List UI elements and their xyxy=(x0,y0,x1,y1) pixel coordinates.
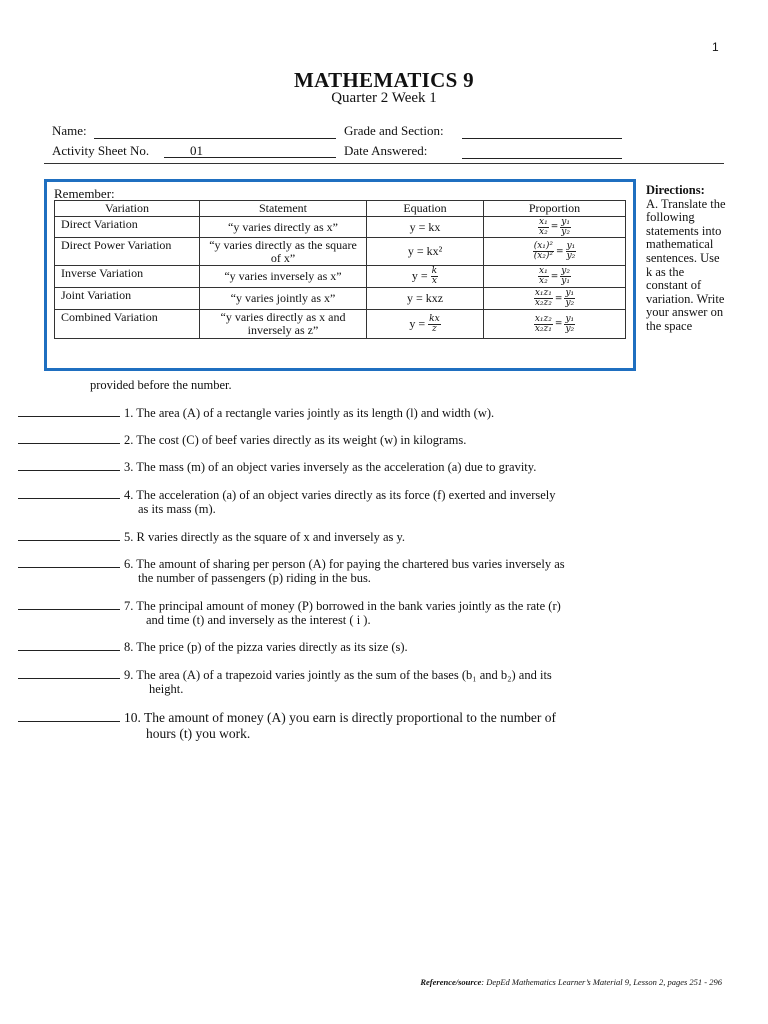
item-text: 10. The amount of money (A) you earn is directly proportional to the number of xyxy=(124,710,557,725)
item-text-continued: the number of passengers (p) riding in the bus. xyxy=(138,571,371,585)
list-item xyxy=(18,640,628,654)
equation-prefix: y = xyxy=(409,315,426,330)
item-text: 3. The mass (m) of an object varies inversely as the acceleration (a) due to gravity. xyxy=(124,460,537,474)
answer-blank[interactable] xyxy=(18,668,120,679)
item-text: 8. The price (p) of the pizza varies directly as its size (s). xyxy=(124,640,408,654)
list-item xyxy=(18,530,628,544)
page-subtitle: Quarter 2 Week 1 xyxy=(331,90,437,106)
answer-blank[interactable] xyxy=(18,460,120,471)
answer-blank[interactable] xyxy=(18,433,120,444)
equation-cell xyxy=(367,266,484,288)
item-text-continued: as its mass (m). xyxy=(138,502,216,516)
item-text: 2. The cost (C) of beef varies directly as its weight (w) in kilograms. xyxy=(124,433,467,447)
equation-cell: y = kx² xyxy=(367,238,484,266)
variation-cell: Joint Variation xyxy=(55,288,200,310)
statement-cell: “y varies directly as x” xyxy=(200,217,367,238)
frac-den: y₂ xyxy=(566,251,576,261)
proportion-cell xyxy=(484,288,626,310)
activity-sheet-value: 01 xyxy=(190,143,203,158)
list-item xyxy=(18,460,628,474)
activity-sheet-label: Activity Sheet No. xyxy=(52,143,150,158)
frac-den: y₂ xyxy=(561,226,570,237)
list-item xyxy=(18,557,628,585)
header-divider xyxy=(44,163,724,164)
grade-section-field[interactable] xyxy=(462,124,622,139)
frac-num: y₁ xyxy=(565,288,575,298)
equals-sign: = xyxy=(550,271,559,282)
frac-num: y₁ xyxy=(561,216,570,227)
equation-cell: y = kx xyxy=(367,217,484,238)
column-header: Variation xyxy=(55,201,200,217)
item-text-continued: and time (t) and inversely as the interest ( i ). xyxy=(146,613,371,627)
answer-blank[interactable] xyxy=(18,640,120,651)
frac-num: x₁z₁ xyxy=(534,288,552,298)
list-item xyxy=(18,710,628,742)
variation-cell: Inverse Variation xyxy=(55,266,200,288)
statement-cell: “y varies inversely as x” xyxy=(200,266,367,288)
directions-body: A. Translate the following statements into mathematical sentences. Use k as the constant of variation. Write your answer on the space xyxy=(646,196,726,333)
answer-blank[interactable] xyxy=(18,599,120,610)
equals-sign: = xyxy=(550,222,559,232)
remember-label: Remember: xyxy=(54,186,115,201)
column-header: Statement xyxy=(200,201,367,217)
table-row xyxy=(55,310,626,339)
frac-num: y₁ xyxy=(566,241,576,251)
proportion-cell xyxy=(484,217,626,238)
frac-den: (x₂)² xyxy=(533,251,554,261)
frac-num: y₂ xyxy=(561,266,570,276)
equals-sign: = xyxy=(554,319,563,329)
frac-den: x₂z₂ xyxy=(534,298,552,308)
date-answered-field[interactable] xyxy=(462,144,622,159)
frac-num: kx xyxy=(429,313,440,324)
name-label: Name: xyxy=(52,123,87,138)
statement-cell: “y varies directly as x and inversely as z” xyxy=(200,310,367,339)
proportion-cell xyxy=(484,238,626,266)
proportion-cell xyxy=(484,266,626,288)
reference-note xyxy=(420,977,722,987)
item-text-continued: hours (t) you work. xyxy=(146,726,251,741)
frac-den: x₂ xyxy=(539,226,548,237)
equation-prefix: y = xyxy=(411,268,428,283)
date-answered-label: Date Answered: xyxy=(344,143,428,158)
name-field[interactable] xyxy=(94,124,336,139)
frac-den: y₂ xyxy=(565,323,575,334)
frac-num: k xyxy=(431,266,438,276)
frac-num: x₁ xyxy=(539,216,548,227)
page-number: 1 xyxy=(712,40,719,54)
directions-continuation: provided before the number. xyxy=(90,378,232,392)
variation-cell: Direct Variation xyxy=(55,217,200,238)
item-text: 6. The amount of sharing per person (A) for paying the chartered bus varies inversely as xyxy=(124,557,565,571)
frac-num: y₁ xyxy=(565,313,575,324)
frac-num: x₁ xyxy=(539,266,548,276)
statement-cell: “y varies jointly as x” xyxy=(200,288,367,310)
frac-den: z xyxy=(432,323,437,334)
table-row xyxy=(55,288,626,310)
answer-blank[interactable] xyxy=(18,530,120,541)
equation-cell xyxy=(367,310,484,339)
directions-heading: Directions: xyxy=(646,183,705,197)
frac-num: x₁z₂ xyxy=(534,313,552,324)
equals-sign: = xyxy=(556,246,564,257)
frac-den: y₂ xyxy=(565,298,575,308)
column-header: Equation xyxy=(367,201,484,217)
reference-text: : DepEd Mathematics Learner’s Material 9, Lesson 2, pages 251 - 296 xyxy=(481,977,722,987)
equation-cell: y = kxz xyxy=(367,288,484,310)
frac-den: y₁ xyxy=(561,276,570,286)
column-header: Proportion xyxy=(484,201,626,217)
equals-sign: = xyxy=(554,293,563,304)
reference-label: Reference/source xyxy=(420,977,482,987)
frac-den: x₂ xyxy=(539,276,548,286)
item-text: 5. R varies directly as the square of x and inversely as y. xyxy=(124,530,406,544)
proportion-cell xyxy=(484,310,626,339)
variation-cell: Combined Variation xyxy=(55,310,200,339)
table-row xyxy=(55,266,626,288)
item-text-continued: height. xyxy=(149,682,184,696)
answer-blank[interactable] xyxy=(18,488,120,499)
list-item xyxy=(18,433,628,447)
variation-table xyxy=(54,200,626,339)
list-item xyxy=(18,488,628,516)
item-text: 1. The area (A) of a rectangle varies jointly as its length (l) and width (w). xyxy=(124,406,495,420)
variation-cell: Direct Power Variation xyxy=(55,238,200,266)
item-text: 7. The principal amount of money (P) borrowed in the bank varies jointly as the rate (r) xyxy=(124,599,561,613)
table-row xyxy=(55,238,626,266)
frac-den: x xyxy=(431,276,437,286)
table-header-row xyxy=(55,201,626,217)
page-title: MATHEMATICS 9 xyxy=(294,68,474,92)
list-item xyxy=(18,668,628,696)
answer-blank[interactable] xyxy=(18,557,120,568)
answer-blank[interactable] xyxy=(18,406,120,417)
answer-blank[interactable] xyxy=(18,711,120,722)
activity-sheet-field[interactable] xyxy=(164,143,336,158)
list-item xyxy=(18,406,628,420)
frac-num: (x₁)² xyxy=(533,241,554,251)
item-text: 4. The acceleration (a) of an object varies directly as its force (f) exerted and inversely xyxy=(124,488,556,502)
grade-section-label: Grade and Section: xyxy=(344,123,444,138)
list-item xyxy=(18,599,628,627)
frac-den: x₂z₁ xyxy=(534,323,552,334)
statement-cell: “y varies directly as the square of x” xyxy=(200,238,367,266)
directions-text-block xyxy=(646,184,726,334)
item-text: 9. The area (A) of a trapezoid varies jointly as the sum of the bases (b₁ and b₂) and its xyxy=(124,668,552,682)
table-row xyxy=(55,217,626,238)
